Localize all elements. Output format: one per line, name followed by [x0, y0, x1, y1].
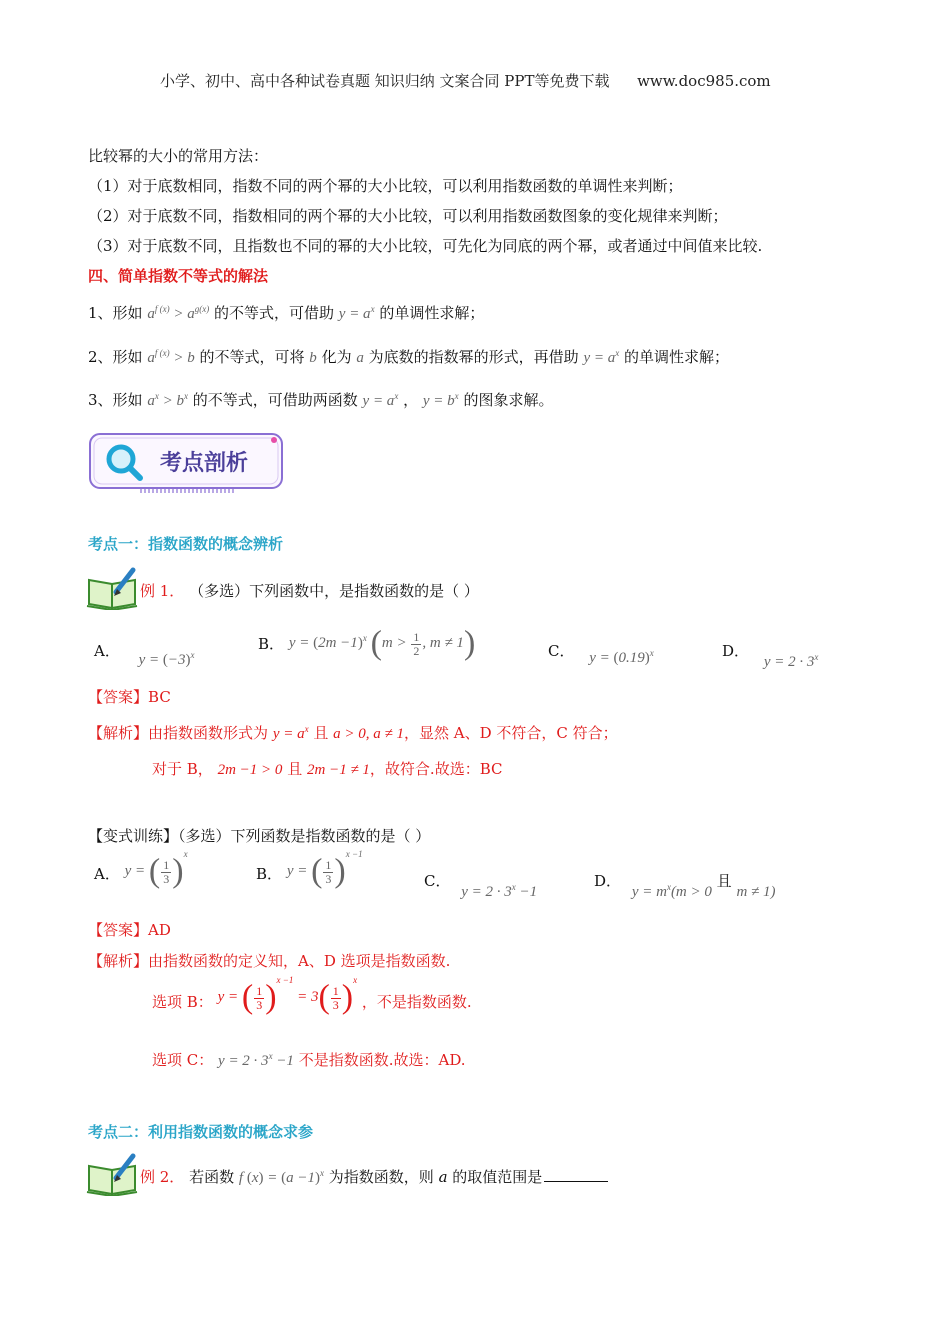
variant-option-c[interactable]: C． $y = 2 \cdot 3^x -1$ — [424, 872, 538, 900]
formula-af-gt-b: $a^{f (x)} > b$ — [147, 348, 195, 366]
ex1-option-d[interactable]: D． $y = 2 \cdot 3^x$ — [722, 642, 819, 670]
answer-variant: 【答案】AD — [88, 921, 171, 939]
section4-line-2: 2、形如 $a^{f (x)} > b$ 的不等式，可将 b 化为 a 为底数的指数幂的形式，再借助 $y = a^x$ 的单调性求解； — [88, 348, 730, 366]
section-banner — [88, 432, 284, 494]
ex1-option-a[interactable]: A． $y = (-3)^x$ — [94, 642, 195, 668]
formula-af-gt-ag: $a^{f (x)} > a^{g(x)}$ — [147, 304, 210, 322]
formula-y-ax: $y = a^x$ — [583, 348, 620, 366]
intro-item-1: （1）对于底数相同，指数不同的两个幂的大小比较，可以利用指数函数的单调性来判断； — [88, 177, 683, 195]
kd1-title: 考点一：指数函数的概念辨析 — [88, 535, 284, 553]
kd2-title: 考点二：利用指数函数的概念求参 — [88, 1123, 314, 1141]
variant-option-a[interactable]: A． y = ( $\frac{1}{3}$ )$^x$ — [94, 849, 188, 890]
ex1-option-b[interactable]: B． $y = (2m -1)^x$ (m > $\frac{1}{2}$ , m ≠ 1) — [258, 625, 476, 662]
banner-label: 考点剖析 — [160, 450, 249, 475]
book-pencil-icon — [86, 1152, 140, 1196]
header-url: www.doc985.com — [637, 72, 771, 90]
answer-1: 【答案】BC — [88, 688, 171, 706]
example-1: 例 1． （多选）下列函数中，是指数函数的是（ ） — [140, 582, 479, 600]
formula-y-ax: $y = a^x$ — [338, 304, 375, 322]
analysis-variant-line-3: 选项 C： $y = 2 \cdot 3^x -1$ 不是指数函数.故选：AD. — [152, 1051, 466, 1069]
variant-title: 【变式训练】（多选）下列函数是指数函数的是（ ） — [88, 827, 431, 845]
section4-line-1: 1、形如 $a^{f (x)} > a^{g(x)}$ 的不等式，可借助 $y = a^x$ 的单调性求解； — [88, 304, 485, 322]
analysis-1-line-2: 对于 B， 2m −1 > 0 且 2m −1 ≠ 1，故符合.故选：BC — [152, 760, 503, 778]
variant-option-d[interactable]: D． $y = m^x(m > 0$ 且 m ≠ 1) — [594, 872, 776, 900]
intro-item-2: （2）对于底数不同，指数相同的两个幂的大小比较，可以利用指数函数图象的变化规律来判断； — [88, 207, 728, 225]
page-header — [160, 70, 771, 91]
variant-option-b[interactable]: B． y = ( $\frac{1}{3}$ )$^{x -1}$ — [256, 849, 363, 890]
intro-heading: 比较幂的大小的常用方法： — [88, 147, 269, 165]
ex1-option-c[interactable]: C． $y = (0.19)^x$ — [548, 642, 654, 666]
answer-blank[interactable] — [544, 1181, 608, 1182]
formula-ax-gt-bx: $a^x > b^x$ — [147, 391, 188, 409]
analysis-1-line-1: 【解析】由指数函数形式为 $y = a^x$ 且 a > 0, a ≠ 1，显然 A、D 不符合，C 符合； — [88, 724, 618, 742]
example-2: 例 2． 若函数 f $(x) = (a -1)^x$ 为指数函数，则 a 的取值范围是 — [140, 1166, 608, 1187]
intro-item-3: （3）对于底数不同，且指数也不同的幂的大小比较，可先化为同底的两个幂，或者通过中间值来比较. — [88, 237, 763, 255]
analysis-variant-line-1: 【解析】由指数函数的定义知，A、D 选项是指数函数. — [88, 952, 451, 970]
book-pencil-icon — [86, 566, 140, 610]
analysis-variant-line-2: 选项 B： y = ( $\frac{1}{3}$ )$^{x -1}$ = 3( $\frac{1}{3}$ )$^x$ ，不是指数函数. — [152, 975, 472, 1016]
section4-line-3: 3、形如 $a^x > b^x$ 的不等式，可借助两函数 $y = a^x$ ， $y = b^x$ 的图象求解。 — [88, 391, 554, 409]
magnifier-icon — [104, 442, 144, 482]
section4-title: 四、简单指数不等式的解法 — [88, 267, 269, 285]
header-text: 小学、初中、高中各种试卷真题 知识归纳 文案合同 PPT等免费下载 — [160, 72, 610, 90]
